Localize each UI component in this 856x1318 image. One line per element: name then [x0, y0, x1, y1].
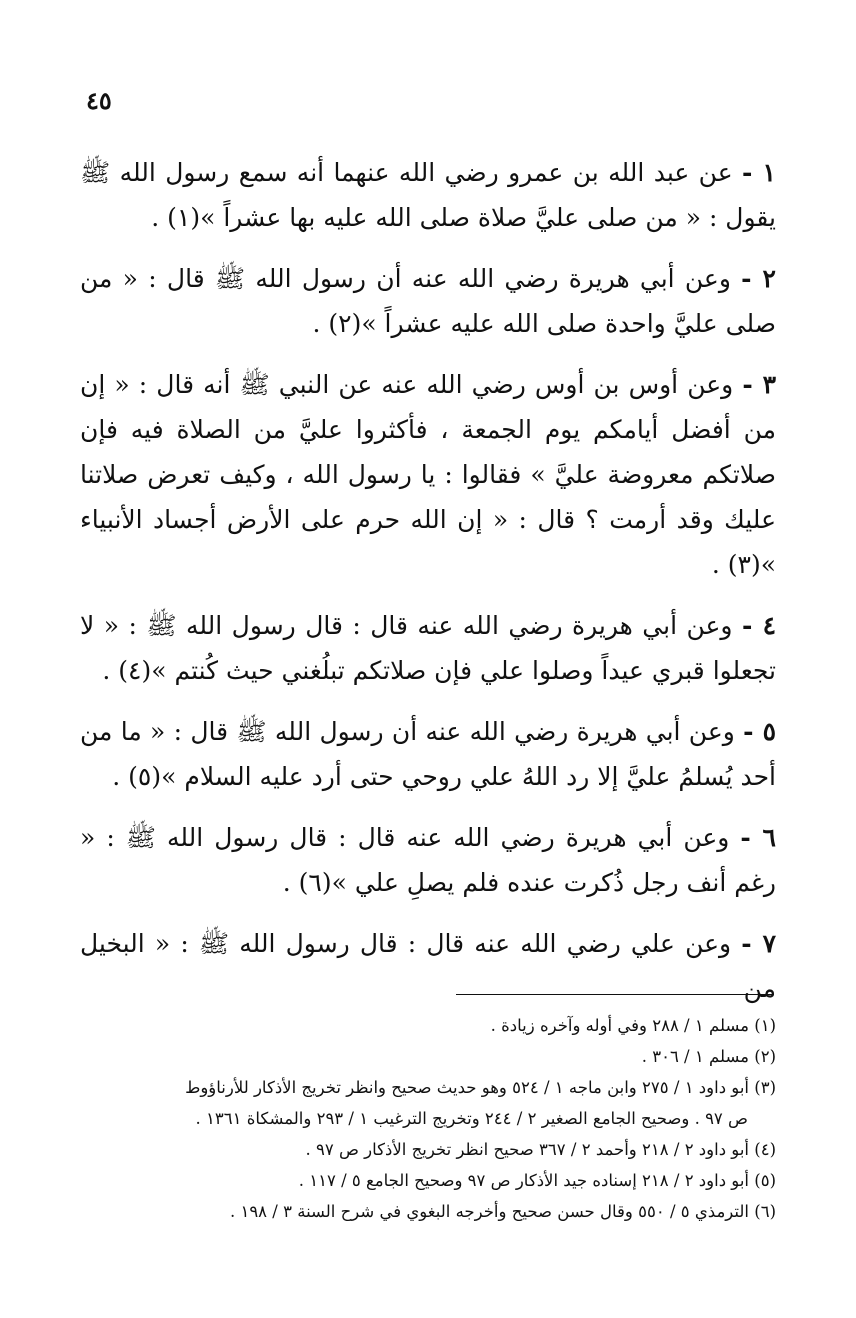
paragraph-number: ٥ -: [743, 717, 776, 746]
footnote-4: [80, 1134, 776, 1165]
paragraph-text: وعن أبي هريرة رضي الله عنه أن رسول الله ﷺ قال : « من صلى عليَّ واحدة صلى الله عليه عشراً »(٢) .: [80, 264, 776, 338]
paragraph-number: ٦ -: [740, 823, 776, 852]
footnote-continuation: ص ٩٧ . وصحيح الجامع الصغير ٢ / ٢٤٤ وتخريج الترغيب ١ / ٢٩٣ والمشكاة ١٣٦١ .: [195, 1109, 748, 1128]
paragraph-2: [80, 256, 776, 346]
page-number: ٤٥: [86, 86, 112, 115]
paragraph-number: ٧ -: [741, 929, 776, 958]
paragraph-7: [80, 921, 776, 1011]
paragraph-text: وعن أبي هريرة رضي الله عنه قال : قال رسول الله ﷺ : « لا تجعلوا قبري عيداً وصلوا علي فإن صلاتكم تبلُغني حيث كُنتم »(٤) .: [80, 611, 776, 685]
paragraph-number: ٤ -: [741, 611, 776, 640]
paragraph-text: وعن أبي هريرة رضي الله عنه قال : قال رسول الله ﷺ : « رغم أنف رجل ذُكرت عنده فلم يصلِ علي »(٦) .: [80, 823, 776, 897]
paragraph-text: وعن أوس بن أوس رضي الله عنه عن النبي ﷺ أنه قال : « إن من أفضل أيامكم يوم الجمعة ، فأكثروا عليَّ من الصلاة فيه فإن صلاتكم معروضة عليَّ » فقالوا : يا رسول الله ، وكيف تعرض صلاتنا عليك وقد أرمت ؟ قال : « إن الله حرم على الأرض أجساد الأنبياء »(٣) .: [80, 370, 776, 579]
paragraph-6: [80, 815, 776, 905]
footnote-5: [80, 1165, 776, 1196]
footnote-6: [80, 1196, 776, 1227]
footnote-text: (١) مسلم ١ / ٢٨٨ وفي أوله وآخره زيادة .: [490, 1016, 776, 1035]
paragraph-number: ١ -: [742, 158, 776, 187]
paragraph-number: ٣ -: [742, 370, 776, 399]
footnote-1: [80, 1010, 776, 1041]
paragraph-5: [80, 709, 776, 799]
footnote-2: [80, 1041, 776, 1072]
paragraph-number: ٢ -: [741, 264, 776, 293]
footnote-3: [80, 1072, 776, 1134]
footnote-text: (٣) أبو داود ١ / ٢٧٥ وابن ماجه ١ / ٥٢٤ وهو حديث صحيح وانظر تخريج الأذكار للأرناؤوط: [185, 1078, 776, 1097]
paragraph-text: عن عبد الله بن عمرو رضي الله عنهما أنه سمع رسول الله ﷺ يقول : « من صلى عليَّ صلاة صلى الله عليه بها عشراً »(١) .: [80, 158, 776, 232]
paragraph-4: [80, 603, 776, 693]
footnote-text: (٥) أبو داود ٢ / ٢١٨ إسناده جيد الأذكار ص ٩٧ وصحيح الجامع ٥ / ١١٧ .: [298, 1171, 776, 1190]
footnotes: [80, 1010, 776, 1227]
main-text: [80, 150, 776, 1027]
paragraph-3: [80, 362, 776, 587]
footnote-text: (٢) مسلم ١ / ٣٠٦ .: [641, 1047, 776, 1066]
paragraph-text: وعن علي رضي الله عنه قال : قال رسول الله ﷺ : « البخيل من: [80, 929, 776, 1003]
paragraph-1: [80, 150, 776, 240]
paragraph-text: وعن أبي هريرة رضي الله عنه أن رسول الله ﷺ قال : « ما من أحد يُسلمُ عليَّ إلا رد اللهُ علي روحي حتى أرد عليه السلام »(٥) .: [80, 717, 776, 791]
footnote-text: (٦) الترمذي ٥ / ٥٥٠ وقال حسن صحيح وأخرجه البغوي في شرح السنة ٣ / ١٩٨ .: [229, 1202, 776, 1221]
footnote-text: (٤) أبو داود ٢ / ٢١٨ وأحمد ٢ / ٣٦٧ صحيح انظر تخريج الأذكار ص ٩٧ .: [305, 1140, 776, 1159]
footnote-divider: [456, 994, 774, 995]
